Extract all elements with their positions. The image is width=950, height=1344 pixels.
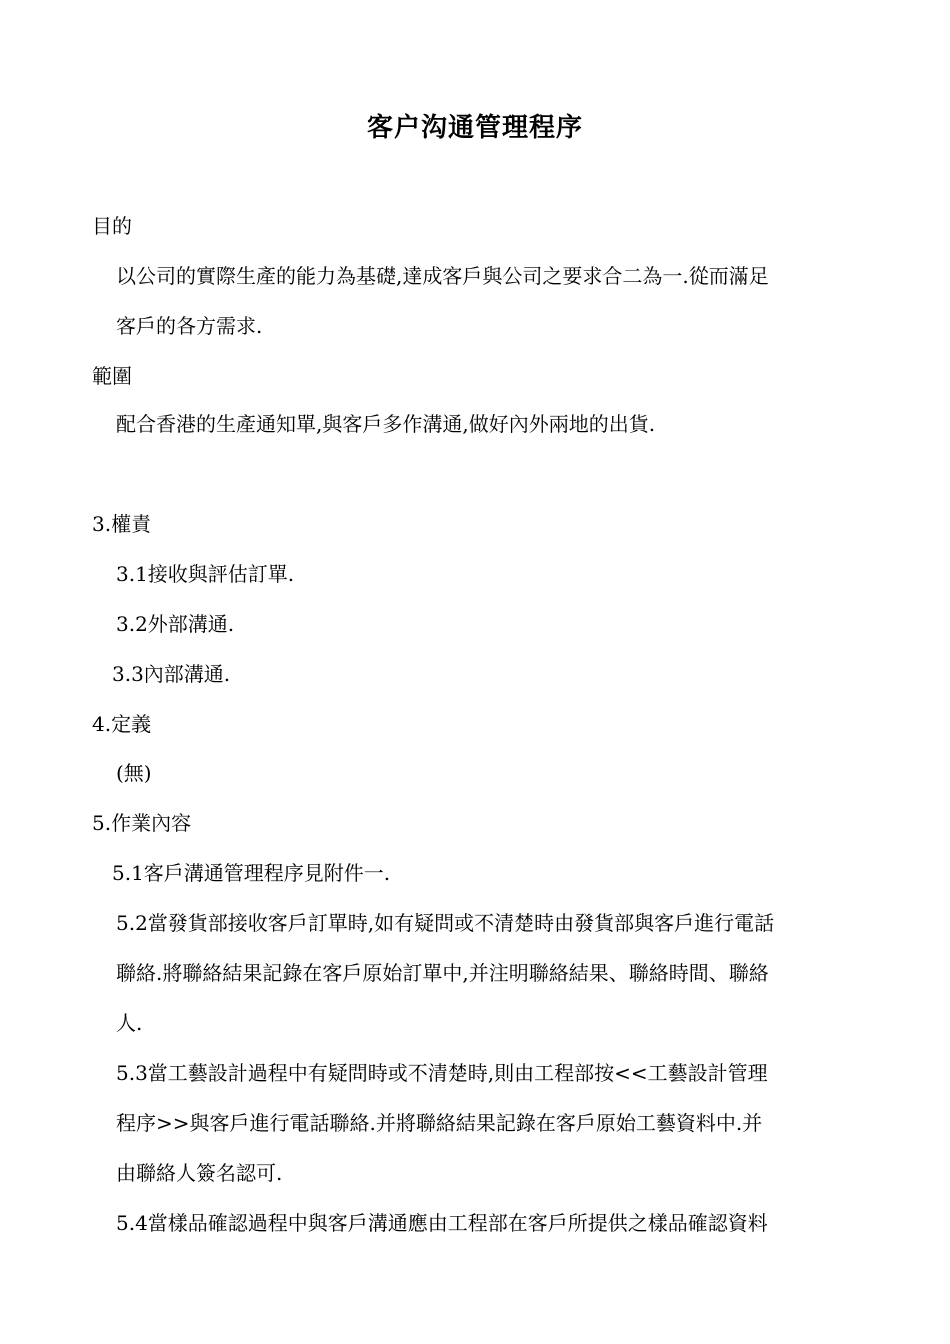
content-line: 5.2當發貨部接收客戶訂單時,如有疑問或不清楚時由發貨部與客戶進行電話 xyxy=(116,911,775,935)
section-heading-purpose: 目的 xyxy=(92,214,132,238)
content-line: 5.4當樣品確認過程中與客戶溝通應由工程部在客戶所提供之樣品確認資料 xyxy=(116,1211,768,1235)
content-line: 5.3當工藝設計過程中有疑問時或不清楚時,則由工程部按<<工藝設計管理 xyxy=(116,1061,768,1085)
responsibility-item: 3.1接收與評估訂單. xyxy=(116,562,295,586)
responsibility-item: 3.2外部溝通. xyxy=(116,612,235,636)
definition-line-1: (無) xyxy=(116,761,152,785)
section-heading-content: 5.作業內容 xyxy=(92,811,192,835)
purpose-line-2: 客戶的各方需求. xyxy=(116,314,263,338)
scope-line-1: 配合香港的生產通知單,與客戶多作溝通,做好內外兩地的出貨. xyxy=(116,412,656,436)
purpose-line-1: 以公司的實際生產的能力為基礎,達成客戶與公司之要求合二為一.從而滿足 xyxy=(116,264,769,288)
section-heading-responsibility: 3.權責 xyxy=(92,512,152,536)
document-title: 客户沟通管理程序 xyxy=(366,113,583,143)
content-line: 聯絡.將聯絡結果記錄在客戶原始訂單中,并注明聯絡結果、聯絡時間、聯絡 xyxy=(116,961,769,985)
content-line: 人. xyxy=(116,1011,143,1035)
content-line: 程序>>與客戶進行電話聯絡.并將聯絡結果記錄在客戶原始工藝資料中.并 xyxy=(116,1111,763,1135)
section-heading-definition: 4.定義 xyxy=(92,712,152,736)
content-line: 5.1客戶溝通管理程序見附件一. xyxy=(112,861,391,885)
content-line: 由聯絡人簽名認可. xyxy=(116,1161,283,1185)
section-heading-scope: 範圍 xyxy=(92,364,132,388)
responsibility-item: 3.3內部溝通. xyxy=(112,662,231,686)
